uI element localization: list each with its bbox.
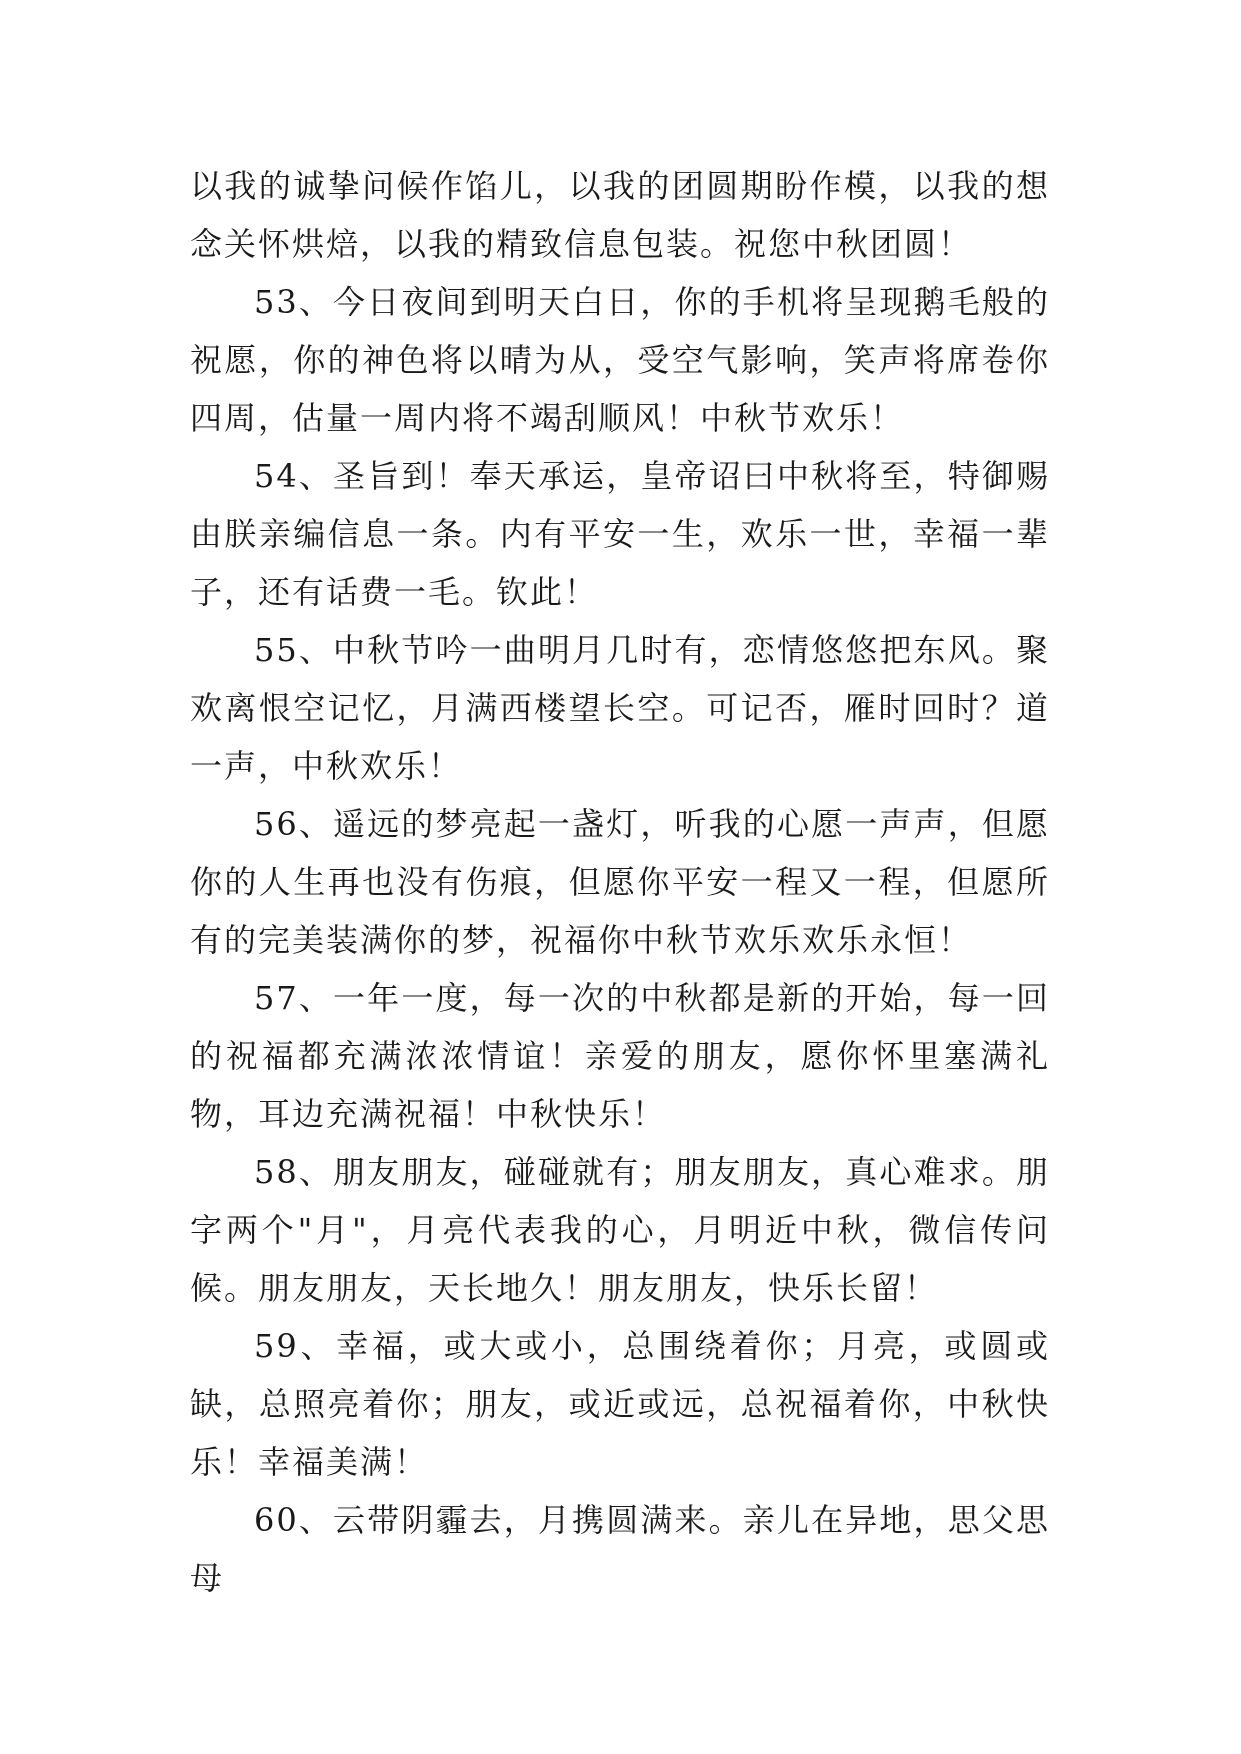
paragraph-58: 58、朋友朋友，碰碰就有；朋友朋友，真心难求。朋字两个"月"，月亮代表我的心，月明近中秋，微信传问候。朋友朋友，天长地久！朋友朋友，快乐长留！ (190, 1153, 1050, 1307)
paragraph-53: 53、今日夜间到明天白日，你的手机将呈现鹅毛般的祝愿，你的神色将以晴为从，受空气影响，笑声将席卷你四周，估量一周内将不竭刮顺风！中秋节欢乐！ (190, 283, 1050, 437)
document-body (190, 157, 1050, 1607)
paragraph-57: 57、一年一度，每一次的中秋都是新的开始，每一回的祝福都充满浓浓情谊！亲爱的朋友，愿你怀里塞满礼物，耳边充满祝福！中秋快乐！ (190, 979, 1050, 1133)
paragraph-56: 56、遥远的梦亮起一盏灯，听我的心愿一声声，但愿你的人生再也没有伤痕，但愿你平安一程又一程，但愿所有的完美装满你的梦，祝福你中秋节欢乐欢乐永恒！ (190, 805, 1050, 959)
paragraph-51-continued: 以我的诚挚问候作馅儿，以我的团圆期盼作模，以我的想念关怀烘焙，以我的精致信息包装。祝您中秋团圆！ (190, 167, 1050, 263)
paragraph-54: 54、圣旨到！奉天承运，皇帝诏曰中秋将至，特御赐由朕亲编信息一条。内有平安一生，欢乐一世，幸福一辈子，还有话费一毛。钦此！ (190, 457, 1050, 611)
paragraph-55: 55、中秋节吟一曲明月几时有，恋情悠悠把东风。聚欢离恨空记忆，月满西楼望长空。可记否，雁时回时？道一声，中秋欢乐！ (190, 631, 1050, 785)
paragraph-59: 59、幸福，或大或小，总围绕着你；月亮，或圆或缺，总照亮着你；朋友，或近或远，总祝福着你，中秋快乐！幸福美满！ (190, 1327, 1050, 1481)
paragraph-60: 60、云带阴霾去，月携圆满来。亲儿在异地，思父思母 (190, 1501, 1050, 1597)
